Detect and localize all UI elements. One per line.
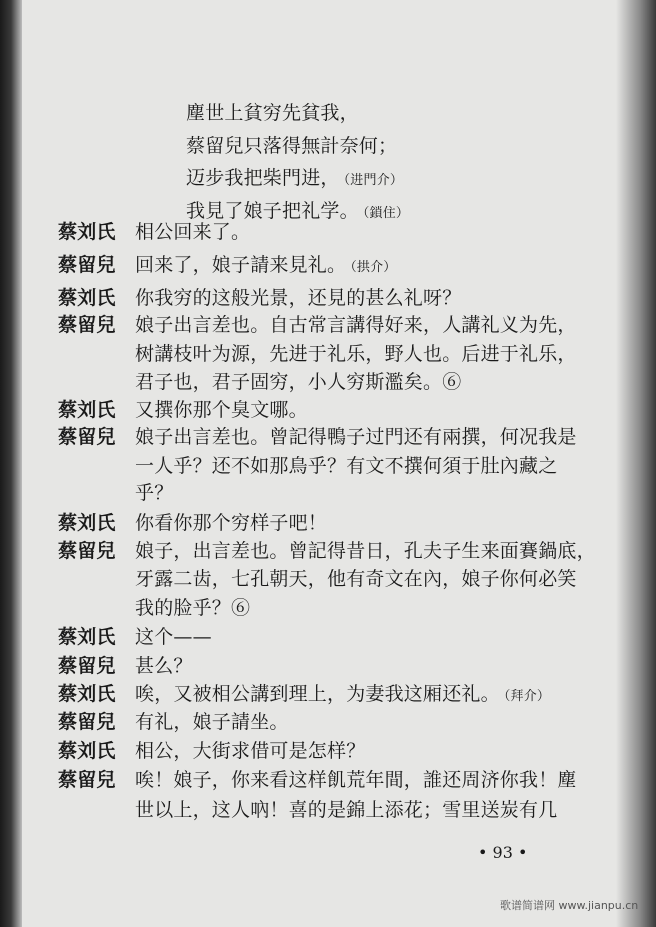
speaker: 蔡刘氏: [58, 683, 116, 705]
dialogue-line: 我的脸乎？⑥: [135, 597, 251, 619]
dialogue-line: 娘子出言差也。曾記得鴨子过門还有兩撰，何况我是: [135, 426, 577, 448]
verse-text: 我見了娘子把礼学。: [186, 200, 359, 222]
dialogue-text: 唉，又被相公講到理上，为妻我这厢还礼。: [135, 683, 500, 705]
speaker: 蔡留兒: [58, 711, 116, 733]
dialogue-line: 你看你那个穷样子吧！: [135, 512, 328, 534]
speaker: 蔡留兒: [58, 314, 116, 336]
dialogue-text: 回来了，娘子請来見礼。: [135, 254, 347, 276]
speaker: 蔡留兒: [58, 426, 116, 448]
verse-text: 迈步我把柴門进，: [186, 167, 340, 189]
stage-direction: （鎖住）: [362, 206, 410, 221]
verse-line: [186, 102, 359, 124]
verse-text: 蔡留兒只落得無計奈何；: [186, 135, 398, 157]
dialogue-line: 甚么？: [135, 655, 193, 677]
speaker: 蔡刘氏: [58, 287, 116, 309]
dialogue-line: 相公回来了。: [135, 221, 251, 243]
speaker: 蔡刘氏: [58, 221, 116, 243]
dialogue-line: [135, 254, 397, 279]
dialogue-line: 牙露二齿，七孔朝天，他有奇文在內，娘子你何必笑: [135, 568, 577, 590]
dialogue-line: [135, 683, 550, 708]
dialogue-line: 娘子，出言差也。曾記得昔日，孔夫子生来面賽鍋底，: [135, 540, 596, 562]
speaker: 蔡留兒: [58, 655, 116, 677]
dialogue-line: 有礼，娘子請坐。: [135, 711, 289, 733]
dialogue-line: 相公，大街求借可是怎样？: [135, 740, 366, 762]
dialogue-line: 这个——: [135, 626, 212, 648]
stage-direction: （拱介）: [350, 260, 397, 275]
stage-direction: （拜介）: [503, 689, 551, 704]
watermark: 歌谱简谱网 www.jianpu.cn: [500, 899, 639, 912]
dialogue-line: 君子也，君子固穷，小人穷斯濫矣。⑥: [135, 371, 462, 393]
verse-text: 塵世上貧穷先貧我，: [186, 102, 359, 124]
speaker: 蔡留兒: [58, 540, 116, 562]
speaker: 蔡刘氏: [58, 626, 116, 648]
stage-direction: （进門介）: [343, 173, 404, 188]
verse-line: [186, 167, 403, 192]
dialogue-line: 一人乎？还不如那鳥乎？有文不撰何須于肚內藏之: [135, 455, 558, 477]
speaker: 蔡刘氏: [58, 512, 116, 534]
speaker: 蔡刘氏: [58, 399, 116, 421]
dialogue-line: 唉！娘子，你来看这样飢荒年間，誰还周济你我！塵: [135, 769, 577, 791]
dialogue-line: 娘子出言差也。自古常言講得好来，人講礼义为先，: [135, 314, 577, 336]
dialogue-line: 树講枝叶为源，先进于礼乐，野人也。后进于礼乐，: [135, 343, 577, 365]
speaker: 蔡留兒: [58, 769, 116, 791]
dialogue-line: 乎？: [135, 482, 174, 504]
speaker: 蔡刘氏: [58, 740, 116, 762]
dialogue-line: 你我穷的这般光景，还見的甚么礼呀？: [135, 287, 462, 309]
dialogue-line: 世以上，这人吶！喜的是錦上添花；雪里送炭有几: [135, 799, 558, 821]
speaker: 蔡留兒: [58, 254, 116, 276]
dialogue-line: 又撰你那个臭文哪。: [135, 399, 308, 421]
page-number: • 93 •: [478, 843, 528, 862]
verse-line: [186, 135, 397, 157]
